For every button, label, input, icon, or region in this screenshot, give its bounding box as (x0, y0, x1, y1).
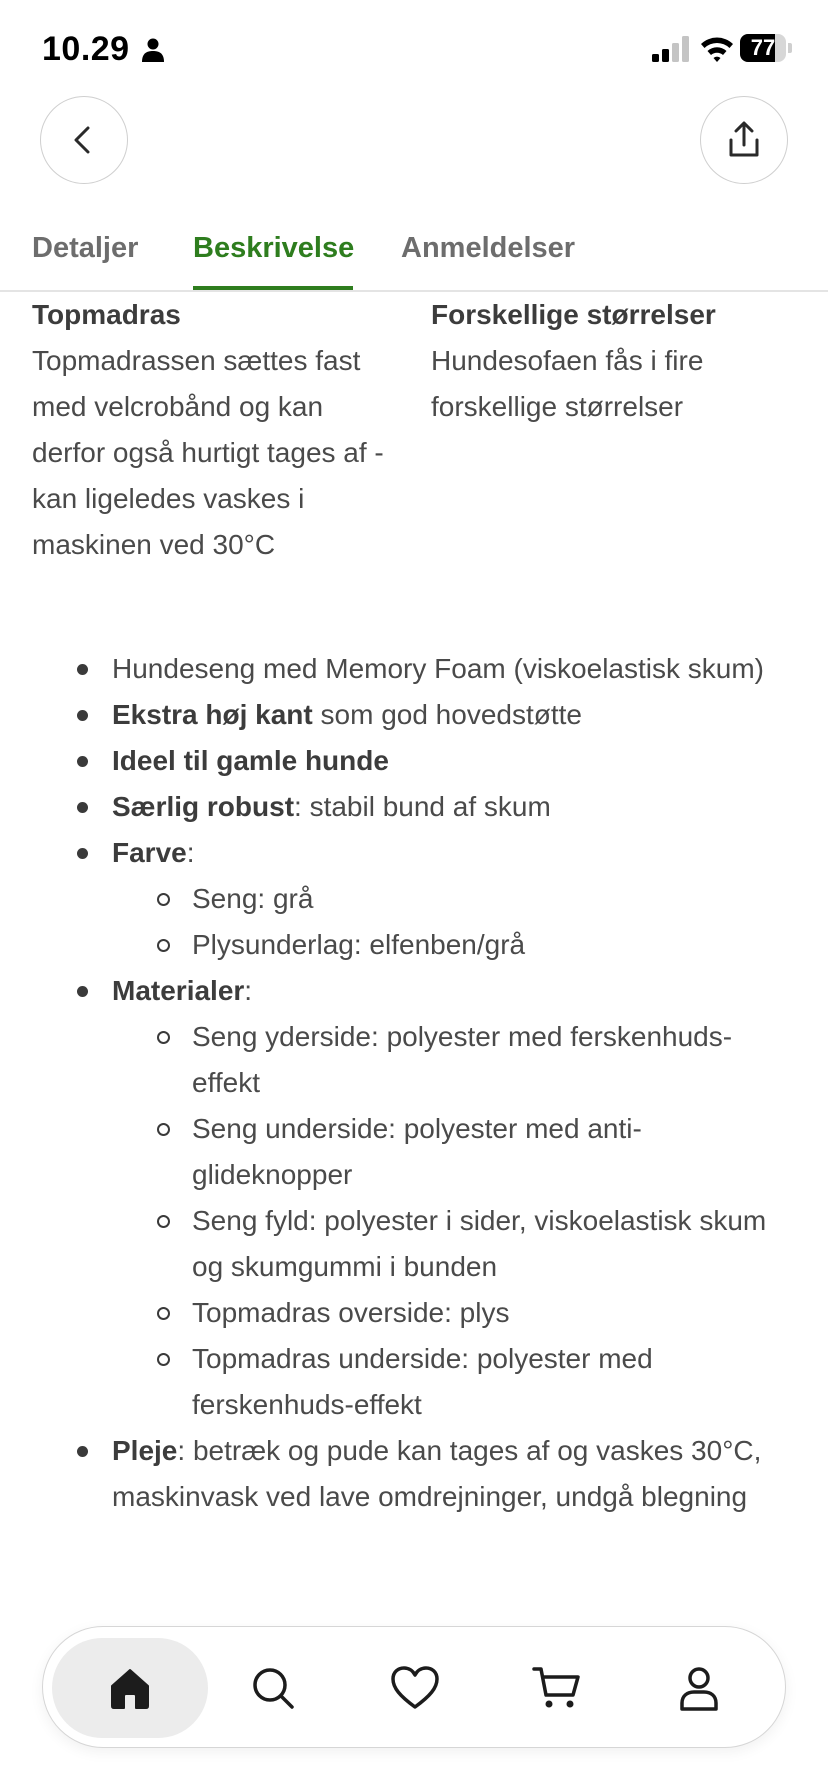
nav-account[interactable] (649, 1638, 749, 1738)
feature-sizes (431, 292, 801, 430)
chevron-left-icon (66, 122, 102, 158)
tab-beskrivelse[interactable]: Beskrivelse (193, 232, 355, 264)
signal-icon (652, 36, 690, 62)
sub-list-item: Seng underside: polyester med anti-glideknopper (0, 1106, 828, 1198)
bullet-icon (77, 710, 88, 721)
list-item: Ekstra høj kant som god hovedstøtte (0, 692, 828, 738)
share-button[interactable] (700, 96, 788, 184)
list-item: Ideel til gamle hunde (0, 738, 828, 784)
tab-bar (0, 222, 828, 292)
list-item: Farve: (0, 830, 828, 876)
bullet-icon (77, 664, 88, 675)
bullet-icon (77, 1446, 88, 1457)
list-item: Særlig robust: stabil bund af skum (0, 784, 828, 830)
list-item: Hundeseng med Memory Foam (viskoelastisk skum) (0, 646, 828, 692)
battery-indicator (740, 34, 792, 62)
product-description-list (0, 646, 828, 1520)
user-icon (675, 1664, 723, 1712)
sub-bullet-icon (157, 1353, 170, 1366)
feature-text: Topmadrassen sættes fast med velcrobånd og kan derfor også hurtigt tages af - kan ligeledes vaskes i maskinen ved 30°C (32, 345, 384, 560)
battery-level: 77 (750, 35, 776, 60)
nav-cart[interactable] (507, 1638, 607, 1738)
feature-title: Topmadras (32, 299, 181, 330)
active-tab-indicator (193, 286, 353, 290)
home-icon (106, 1664, 154, 1712)
heart-icon (390, 1664, 440, 1712)
nav-home[interactable] (52, 1638, 208, 1738)
sub-bullet-icon (157, 939, 170, 952)
sub-bullet-icon (157, 1307, 170, 1320)
sub-list-item: Topmadras underside: polyester med ferskenhuds-effekt (0, 1336, 828, 1428)
feature-title: Forskellige størrelser (431, 299, 716, 330)
tab-detaljer[interactable]: Detaljer (32, 232, 139, 264)
wifi-icon (700, 34, 734, 62)
status-bar (0, 0, 828, 100)
sub-bullet-icon (157, 1123, 170, 1136)
sub-list-item: Seng fyld: polyester i sider, viskoelastisk skum og skumgummi i bunden (0, 1198, 828, 1290)
feature-text: Hundesofaen fås i fire forskellige størrelser (431, 345, 704, 422)
list-item: Pleje: betræk og pude kan tages af og vaskes 30°C, maskinvask ved lave omdrejninger, undgå blegning (0, 1428, 828, 1520)
cart-icon (531, 1664, 583, 1712)
nav-search[interactable] (223, 1638, 323, 1738)
sub-list-item: Plysunderlag: elfenben/grå (0, 922, 828, 968)
search-icon (249, 1664, 297, 1712)
feature-topmadras (32, 292, 402, 568)
bullet-icon (77, 848, 88, 859)
bullet-icon (77, 986, 88, 997)
person-icon (142, 38, 164, 62)
sub-bullet-icon (157, 893, 170, 906)
sub-list-item: Seng: grå (0, 876, 828, 922)
sub-list-item: Seng yderside: polyester med ferskenhuds-effekt (0, 1014, 828, 1106)
sub-list-item: Topmadras overside: plys (0, 1290, 828, 1336)
sub-bullet-icon (157, 1215, 170, 1228)
nav-favorites[interactable] (365, 1638, 465, 1738)
share-icon (724, 120, 764, 160)
sub-bullet-icon (157, 1031, 170, 1044)
bullet-icon (77, 756, 88, 767)
list-item: Materialer: (0, 968, 828, 1014)
status-time: 10.29 (42, 30, 130, 68)
bullet-icon (77, 802, 88, 813)
tab-anmeldelser[interactable]: Anmeldelser (401, 232, 576, 264)
bottom-navigation (42, 1626, 786, 1748)
back-button[interactable] (40, 96, 128, 184)
